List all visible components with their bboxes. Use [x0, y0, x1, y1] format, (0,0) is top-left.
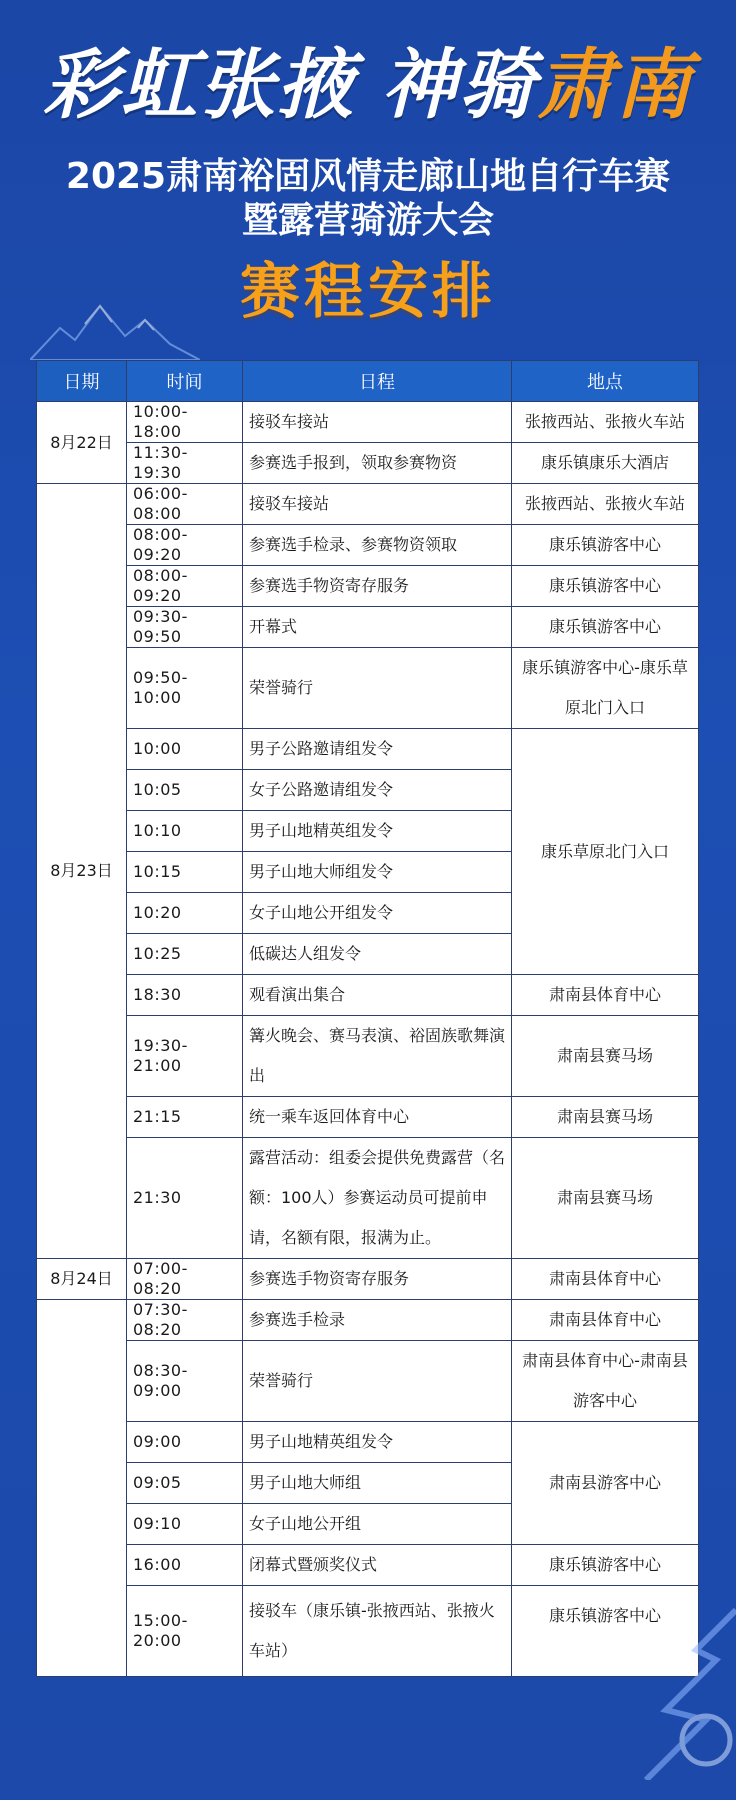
time-cell: 08:30-09:00	[127, 1341, 243, 1422]
event-cell: 参赛选手检录、参赛物资领取	[243, 525, 512, 566]
event-cell: 接驳车接站	[243, 484, 512, 525]
date-cell: 8月23日	[37, 484, 127, 1259]
time-cell: 10:20	[127, 893, 243, 934]
location-cell: 康乐镇游客中心	[512, 1545, 699, 1586]
event-cell: 接驳车接站	[243, 402, 512, 443]
event-cell: 女子山地公开组	[243, 1504, 512, 1545]
event-cell: 男子山地精英组发令	[243, 811, 512, 852]
event-cell: 露营活动：组委会提供免费露营（名额：100人）参赛运动员可提前申请，名额有限，报满为止。	[243, 1138, 512, 1259]
table-row	[37, 1138, 699, 1259]
table-row	[37, 1300, 699, 1341]
table-row	[37, 1259, 699, 1300]
time-cell: 11:30-19:30	[127, 443, 243, 484]
event-cell: 男子山地精英组发令	[243, 1422, 512, 1463]
table-row	[37, 1545, 699, 1586]
event-cell: 男子公路邀请组发令	[243, 729, 512, 770]
location-cell: 康乐镇游客中心	[512, 1586, 699, 1677]
schedule-title: 赛程安排	[240, 257, 496, 327]
table-row	[37, 607, 699, 648]
table-row	[37, 566, 699, 607]
table-header-row	[37, 361, 699, 402]
time-cell: 09:50-10:00	[127, 648, 243, 729]
time-cell: 08:00-09:20	[127, 525, 243, 566]
time-cell: 09:30-09:50	[127, 607, 243, 648]
table-row	[37, 648, 699, 729]
header-time: 时间	[127, 361, 243, 402]
header-date: 日期	[37, 361, 127, 402]
title-part2: 神骑	[381, 40, 537, 129]
subtitle-line1: 2025肃南裕固风情走廊山地自行车赛	[65, 156, 671, 197]
table-row	[37, 1097, 699, 1138]
event-cell: 女子山地公开组发令	[243, 893, 512, 934]
table-row	[37, 729, 699, 770]
event-cell: 统一乘车返回体育中心	[243, 1097, 512, 1138]
time-cell: 16:00	[127, 1545, 243, 1586]
event-cell: 闭幕式暨颁奖仪式	[243, 1545, 512, 1586]
time-cell: 10:00-18:00	[127, 402, 243, 443]
event-cell: 参赛选手物资寄存服务	[243, 566, 512, 607]
time-cell: 07:00-08:20	[127, 1259, 243, 1300]
date-cell: 8月24日	[37, 1259, 127, 1300]
event-cell: 女子公路邀请组发令	[243, 770, 512, 811]
title-accent: 肃南	[537, 40, 693, 129]
time-cell: 19:30-21:00	[127, 1016, 243, 1097]
location-cell: 肃南县体育中心	[512, 975, 699, 1016]
table-row	[37, 443, 699, 484]
location-cell: 肃南县赛马场	[512, 1138, 699, 1259]
time-cell: 09:00	[127, 1422, 243, 1463]
time-cell: 07:30-08:20	[127, 1300, 243, 1341]
time-cell: 10:00	[127, 729, 243, 770]
location-cell: 康乐镇康乐大酒店	[512, 443, 699, 484]
time-cell: 10:05	[127, 770, 243, 811]
table-row	[37, 1016, 699, 1097]
event-cell: 低碳达人组发令	[243, 934, 512, 975]
location-cell: 肃南县体育中心-肃南县游客中心	[512, 1341, 699, 1422]
table-row	[37, 1341, 699, 1422]
location-cell: 康乐镇游客中心-康乐草原北门入口	[512, 648, 699, 729]
header-event: 日程	[243, 361, 512, 402]
event-cell: 荣誉骑行	[243, 648, 512, 729]
time-cell: 09:10	[127, 1504, 243, 1545]
event-cell: 参赛选手检录	[243, 1300, 512, 1341]
event-cell: 观看演出集合	[243, 975, 512, 1016]
location-cell: 康乐镇游客中心	[512, 566, 699, 607]
location-cell: 康乐镇游客中心	[512, 607, 699, 648]
time-cell: 10:25	[127, 934, 243, 975]
event-cell: 参赛选手物资寄存服务	[243, 1259, 512, 1300]
location-cell: 肃南县游客中心	[512, 1422, 699, 1545]
event-cell: 男子山地大师组发令	[243, 852, 512, 893]
date-cell: 8月22日	[37, 402, 127, 484]
location-cell: 肃南县赛马场	[512, 1097, 699, 1138]
event-cell: 男子山地大师组	[243, 1463, 512, 1504]
location-cell: 张掖西站、张掖火车站	[512, 484, 699, 525]
location-cell: 康乐草原北门入口	[512, 729, 699, 975]
location-cell: 肃南县赛马场	[512, 1016, 699, 1097]
time-cell: 21:30	[127, 1138, 243, 1259]
time-cell: 08:00-09:20	[127, 566, 243, 607]
table-row	[37, 1586, 699, 1677]
table-row	[37, 402, 699, 443]
time-cell: 15:00-20:00	[127, 1586, 243, 1677]
table-row	[37, 525, 699, 566]
event-cell: 荣誉骑行	[243, 1341, 512, 1422]
time-cell: 21:15	[127, 1097, 243, 1138]
time-cell: 10:15	[127, 852, 243, 893]
table-row	[37, 975, 699, 1016]
location-cell: 肃南县体育中心	[512, 1259, 699, 1300]
subtitle-line2: 暨露营骑游大会	[241, 200, 494, 241]
location-cell: 康乐镇游客中心	[512, 525, 699, 566]
main-title	[0, 40, 736, 130]
location-cell: 肃南县体育中心	[512, 1300, 699, 1341]
table-row	[37, 484, 699, 525]
table-row	[37, 1422, 699, 1463]
time-cell: 18:30	[127, 975, 243, 1016]
schedule-table	[36, 360, 699, 1677]
title-part1: 彩虹张掖	[43, 40, 355, 129]
event-cell: 接驳车（康乐镇-张掖西站、张掖火车站）	[243, 1586, 512, 1677]
header-location: 地点	[512, 361, 699, 402]
schedule-table-container	[36, 360, 698, 1677]
cyclist-decoration-icon	[626, 1590, 736, 1780]
event-cell: 篝火晚会、赛马表演、裕固族歌舞演出	[243, 1016, 512, 1097]
time-cell: 10:10	[127, 811, 243, 852]
location-cell: 张掖西站、张掖火车站	[512, 402, 699, 443]
time-cell: 06:00-08:00	[127, 484, 243, 525]
date-cell-empty	[37, 1300, 127, 1677]
time-cell: 09:05	[127, 1463, 243, 1504]
event-cell: 参赛选手报到，领取参赛物资	[243, 443, 512, 484]
event-cell: 开幕式	[243, 607, 512, 648]
